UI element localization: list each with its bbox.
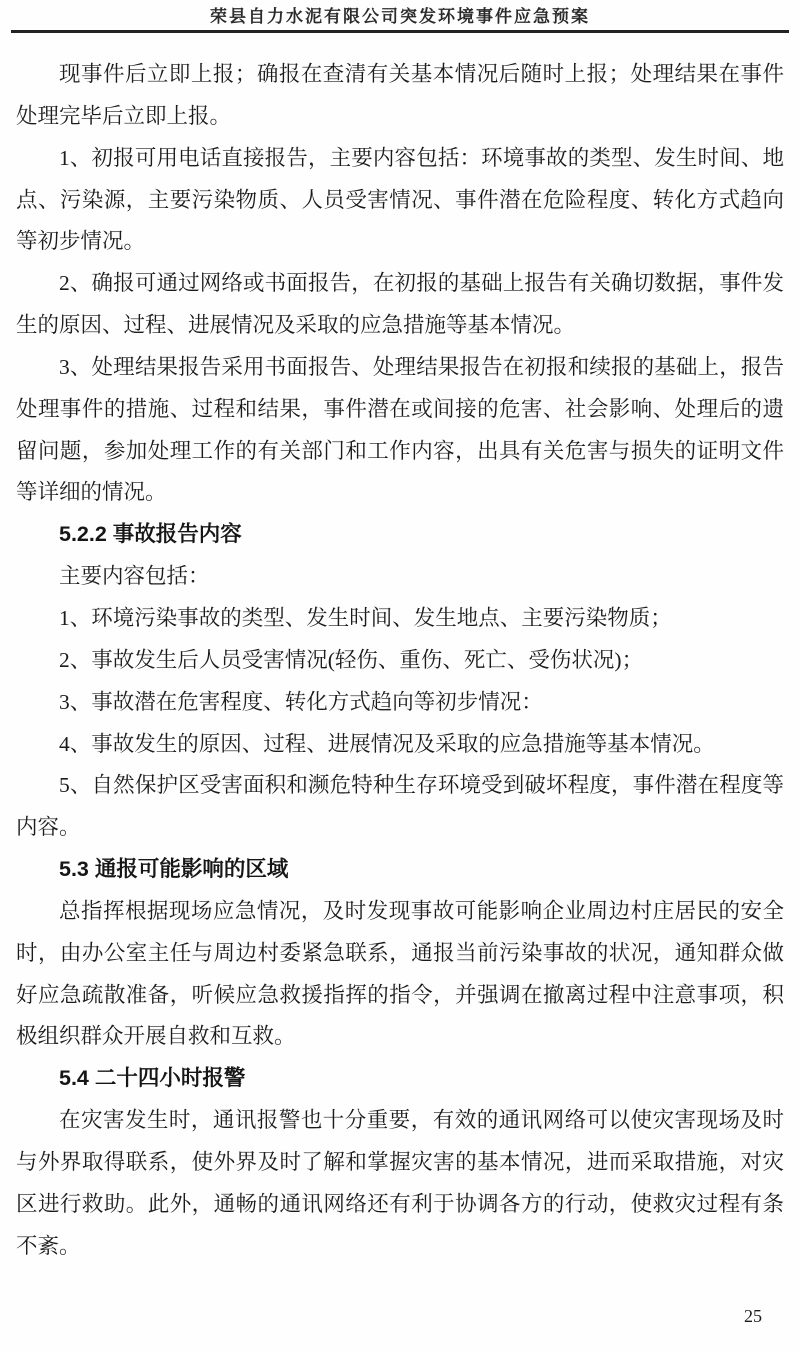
paragraph-notify-affected-area: 总指挥根据现场应急情况，及时发现事故可能影响企业周边村庄居民的安全时，由办公室主任与周边村委紧急联系，通报当前污染事故的状况，通知群众做好应急疏散准备，听候应急救援指挥的指令，并强调在撤离过程中注意事项，积极组织群众开展自救和互救。 — [16, 898, 784, 1049]
document-header-title: 荣县自力水泥有限公司突发环境事件应急预案 — [210, 7, 590, 26]
section-heading-5-4: 5.4 二十四小时报警 — [59, 1066, 246, 1091]
paragraph-main-contents-intro: 主要内容包括： — [59, 564, 210, 589]
paragraph-list-item-2-confirmed-report: 2、确报可通过网络或书面报告，在初报的基础上报告有关确切数据，事件发生的原因、过程、进展情况及采取的应急措施等基本情况。 — [16, 271, 784, 338]
paragraph-list-item-1-initial-report: 1、初报可用电话直接报告，主要内容包括：环境事故的类型、发生时间、地点、污染源，主要污染物质、人员受害情况、事件潜在危险程度、转化方式趋向等初步情况。 — [16, 145, 784, 254]
paragraph-content-item-3: 3、事故潜在危害程度、转化方式趋向等初步情况： — [59, 689, 543, 714]
document-header — [0, 0, 800, 33]
header-rule — [11, 30, 789, 33]
page-number: 25 — [744, 1306, 762, 1326]
paragraph-24h-alarm: 在灾害发生时，通讯报警也十分重要，有效的通讯网络可以使灾害现场及时与外界取得联系，使外界及时了解和掌握灾害的基本情况，进而采取措施，对灾区进行救助。此外，通畅的通讯网络还有利于协调各方的行动，使救灾过程有条不紊。 — [16, 1108, 784, 1258]
paragraph-continuation: 现事件后立即上报；确报在查清有关基本情况后随时上报；处理结果在事件处理完毕后立即上报。 — [16, 62, 784, 128]
paragraph-content-item-1: 1、环境污染事故的类型、发生时间、发生地点、主要污染物质； — [59, 605, 672, 630]
paragraph-content-item-4: 4、事故发生的原因、过程、进展情况及采取的应急措施等基本情况。 — [59, 731, 715, 756]
paragraph-content-item-2: 2、事故发生后人员受害情况(轻伤、重伤、死亡、受伤状况)； — [59, 647, 644, 672]
paragraph-list-item-3-result-report: 3、处理结果报告采用书面报告、处理结果报告在初报和续报的基础上，报告处理事件的措施、过程和结果，事件潜在或间接的危害、社会影响、处理后的遗留问题，参加处理工作的有关部门和工作内容，出具有关危害与损失的证明文件等详细的情况。 — [16, 354, 784, 505]
document-body — [16, 54, 784, 1267]
section-heading-5-2-2: 5.2.2 事故报告内容 — [59, 522, 242, 547]
paragraph-content-item-5: 5、自然保护区受害面积和濒危特种生存环境受到破坏程度，事件潜在程度等内容。 — [16, 773, 784, 840]
section-heading-5-3: 5.3 通报可能影响的区域 — [59, 857, 289, 882]
